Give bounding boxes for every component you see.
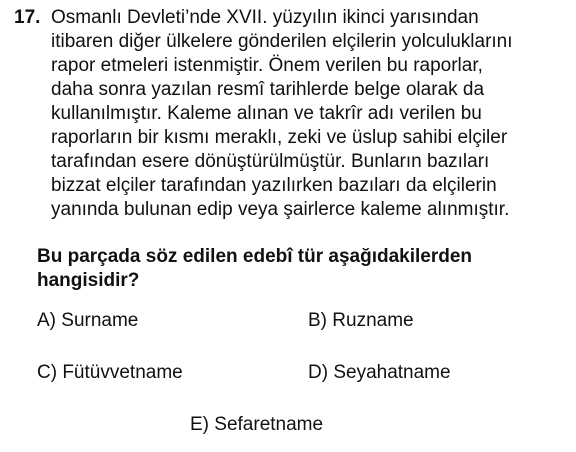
question-number: 17.: [14, 7, 41, 28]
option-b[interactable]: B) Ruzname: [308, 310, 414, 331]
option-e[interactable]: E) Sefaretname: [190, 414, 324, 435]
option-d[interactable]: D) Seyahatname: [308, 362, 451, 383]
passage-line: tarafından esere dönüştürülmüştür. Bunların bazıları: [51, 151, 490, 172]
passage-line: rapor etmeleri istenmiştir. Önem verilen bu raporlar,: [51, 55, 483, 76]
passage-line: itibaren diğer ülkelere gönderilen elçilerin yolculuklarını: [51, 31, 513, 52]
option-a[interactable]: A) Surname: [37, 310, 139, 331]
prompt-line: hangisidir?: [37, 270, 140, 291]
passage-line: kullanılmıştır. Kaleme alınan ve takrîr adı verilen bu: [51, 103, 482, 124]
passage-line: bizzat elçiler tarafından yazılırken bazıları da elçilerin: [51, 175, 497, 196]
question-prompt: [37, 245, 555, 293]
passage-text: [51, 6, 569, 222]
passage-line: raporların bir kısmı meraklı, zeki ve üslup sahibi elçiler: [51, 127, 508, 148]
passage-line: Osmanlı Devleti’nde XVII. yüzyılın ikinci yarısından: [51, 7, 479, 28]
passage-line: daha sonra yazılan resmî tarihlerde belge olarak da: [51, 79, 485, 100]
option-c[interactable]: C) Fütüvvetname: [37, 362, 183, 383]
prompt-line: Bu parçada söz edilen edebî tür aşağıdakilerden: [37, 246, 473, 267]
passage-line: yanında bulunan edip veya şairlerce kaleme alınmıştır.: [51, 199, 510, 220]
